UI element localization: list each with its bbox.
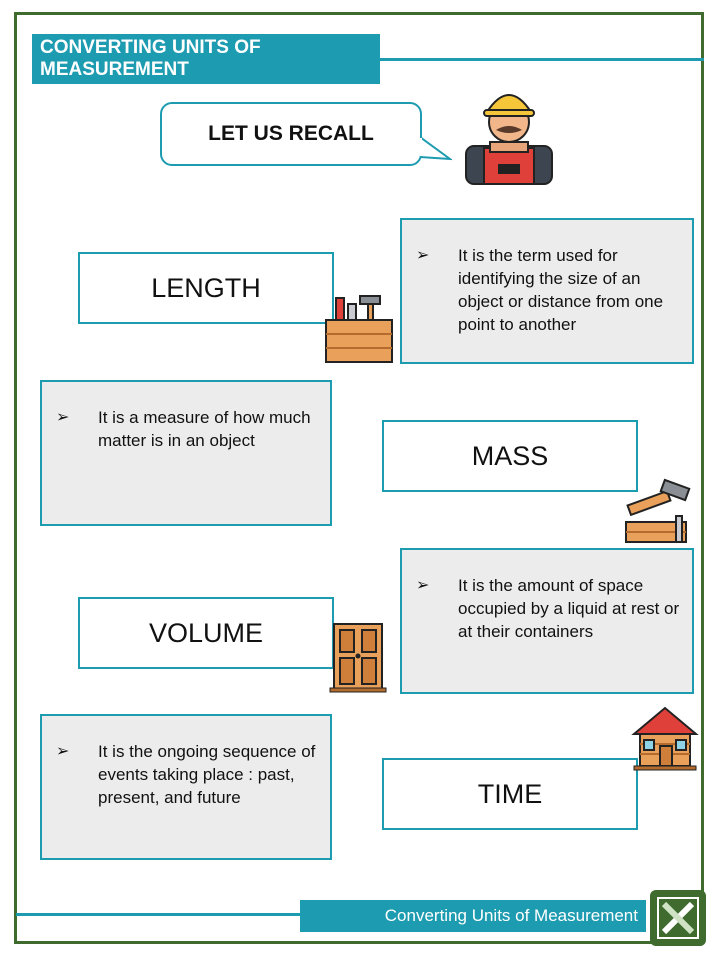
title-divider <box>380 58 704 61</box>
bubble-tail <box>420 135 452 161</box>
hammer-wood-icon <box>622 476 694 548</box>
toolbox-icon <box>322 294 396 366</box>
arrow-icon: ➢ <box>416 247 430 264</box>
definition-mass-text: It is a measure of how much matter is in an object <box>98 408 311 450</box>
term-time-label: TIME <box>477 778 543 809</box>
definition-length <box>400 218 694 364</box>
term-volume-label: VOLUME <box>148 617 264 648</box>
definition-time-text: It is the ongoing sequence of events taking place : past, present, and future <box>98 742 316 807</box>
footer-bar <box>300 900 646 932</box>
term-length-label: LENGTH <box>151 272 261 303</box>
pencil-ruler-logo-icon <box>650 890 706 946</box>
footer-divider <box>16 913 302 916</box>
term-time <box>382 758 638 830</box>
recall-bubble <box>160 102 422 166</box>
definition-volume-text: It is the amount of space occupied by a liquid at rest or at their containers <box>458 576 680 641</box>
definition-time <box>40 714 332 860</box>
term-mass-label: MASS <box>471 440 549 471</box>
term-mass <box>382 420 638 492</box>
recall-label: LET US RECALL <box>208 122 374 145</box>
definition-length-text: It is the term used for identifying the size of an object or distance from one point to another <box>458 246 664 334</box>
door-icon <box>328 622 388 694</box>
arrow-icon: ➢ <box>56 409 70 426</box>
definition-volume <box>400 548 694 694</box>
term-volume <box>78 597 334 669</box>
footer-title: Converting Units of Measurement <box>384 906 638 925</box>
arrow-icon: ➢ <box>56 743 70 760</box>
definition-mass <box>40 380 332 526</box>
term-length <box>78 252 334 324</box>
arrow-icon: ➢ <box>416 577 430 594</box>
house-icon <box>630 702 700 772</box>
worker-icon <box>462 82 556 186</box>
page-title: CONVERTING UNITS OF MEASUREMENT <box>32 34 380 84</box>
